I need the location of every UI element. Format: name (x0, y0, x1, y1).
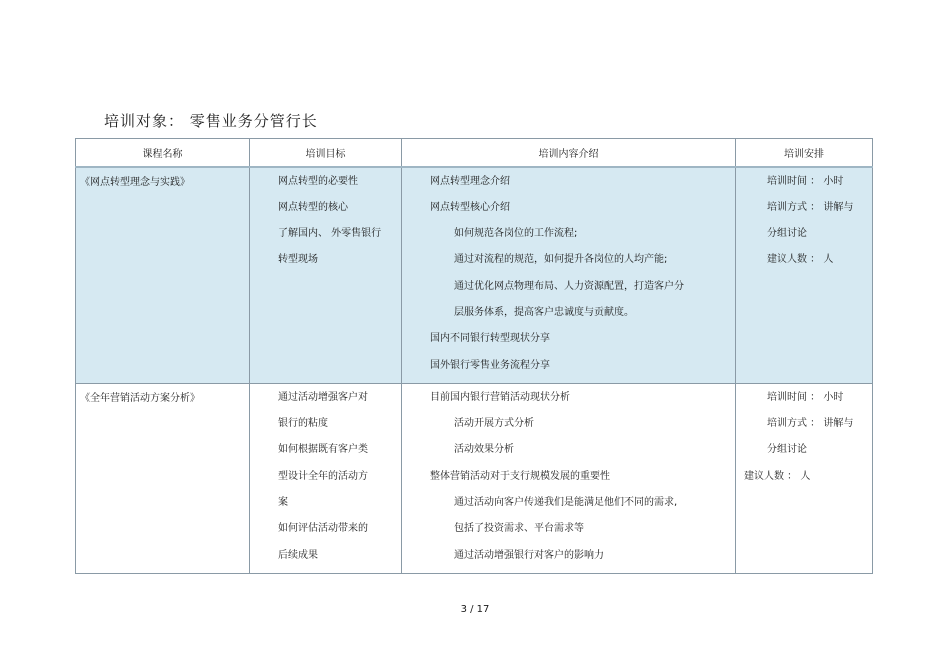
table-row (76, 383, 873, 573)
arrangement-line: 建议人数 ： 人 (767, 254, 834, 266)
training-content-cell (402, 167, 736, 384)
content-line: 通过活动向客户传递我们是能满足他们不同的需求, (454, 497, 678, 509)
page-number: 3 / 17 (460, 604, 490, 615)
training-content-cell (402, 383, 736, 573)
header-training-arrangement: 培训安排 (736, 139, 873, 167)
goal-line: 如何根据既有客户类 (278, 444, 368, 456)
goal-line: 型设计全年的活动方 (278, 470, 368, 482)
goal-line: 如何评估活动带来的 (278, 523, 368, 535)
content-line: 整体营销活动对于支行规模发展的重要性 (430, 470, 610, 482)
course-name: 《网点转型理念与实践》 (80, 176, 190, 188)
content-line: 网点转型理念介绍 (430, 175, 510, 187)
content-line: 通过活动增强银行对客户的影响力 (454, 549, 604, 561)
arrangement-line: 培训时间 ： 小时 (767, 391, 844, 403)
arrangement-line: 分组讨论 (767, 228, 807, 240)
goal-line: 后续成果 (278, 549, 318, 561)
content-line: 通过对流程的规范，如何提升各岗位的人均产能; (454, 254, 668, 266)
goal-line: 网点转型的必要性 (278, 175, 358, 187)
training-arrangement-cell (736, 383, 873, 573)
goal-line: 网点转型的核心 (278, 201, 348, 213)
content-line: 活动效果分析 (454, 444, 514, 456)
arrangement-line: 培训方式 ： 讲解与 (767, 418, 854, 430)
content-line: 通过优化网点物理布局、人力资源配置，打造客户分 (454, 280, 684, 292)
training-goal-cell (250, 167, 402, 384)
course-name-cell (76, 383, 250, 573)
content-line: 国内不同银行转型现状分享 (430, 333, 550, 345)
arrangement-line: 建议人数 ： 人 (744, 470, 811, 482)
training-goal-cell (250, 383, 402, 573)
header-course-name: 课程名称 (76, 139, 250, 167)
document-title: 培训对象： 零售业务分管行长 (104, 112, 318, 130)
content-line: 网点转型核心介绍 (430, 201, 510, 213)
content-line: 如何规范各岗位的工作流程; (454, 228, 578, 240)
content-line: 活动开展方式分析 (454, 418, 534, 430)
table-header-row (76, 139, 873, 167)
table-row (76, 167, 873, 384)
content-line: 目前国内银行营销活动现状分析 (430, 391, 570, 403)
arrangement-line: 培训时间 ： 小时 (767, 175, 844, 187)
goal-line: 通过活动增强客户对 (278, 391, 368, 403)
header-training-content: 培训内容介绍 (402, 139, 736, 167)
goal-line: 转型现场 (278, 254, 318, 266)
course-name-cell (76, 167, 250, 384)
course-name: 《全年营销活动方案分析》 (80, 392, 200, 404)
header-training-goal: 培训目标 (250, 139, 402, 167)
content-line: 层服务体系，提高客户忠诚度与贡献度。 (454, 306, 634, 318)
goal-line: 案 (278, 497, 288, 509)
content-line: 国外银行零售业务流程分享 (430, 359, 550, 371)
content-line: 包括了投资需求、平台需求等 (454, 523, 584, 535)
arrangement-line: 培训方式 ： 讲解与 (767, 201, 854, 213)
course-table (75, 138, 873, 574)
arrangement-line: 分组讨论 (767, 444, 807, 456)
training-arrangement-cell (736, 167, 873, 384)
goal-line: 了解国内、 外零售银行 (278, 228, 382, 240)
goal-line: 银行的粘度 (278, 418, 328, 430)
